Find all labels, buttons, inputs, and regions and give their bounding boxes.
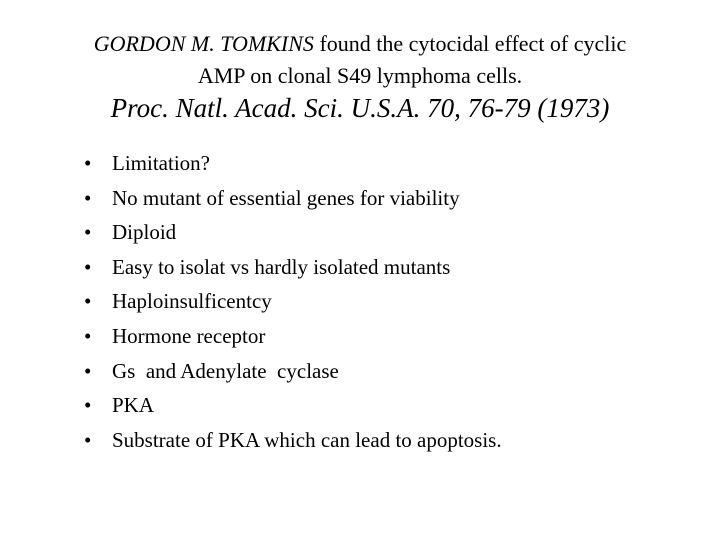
- bullet-item: [84, 319, 502, 354]
- bullet-text: PKA: [112, 393, 155, 418]
- header-line-2: AMP on clonal S49 lymphoma cells.: [197, 63, 523, 88]
- bullet-dot-icon: •: [84, 323, 92, 348]
- bullet-item: [84, 250, 502, 285]
- bullet-list: [84, 146, 502, 457]
- header-line-1-text: found the cytocidal effect of cyclic: [313, 31, 627, 56]
- bullet-text: Limitation?: [112, 151, 210, 175]
- header-line-1: [0, 28, 720, 60]
- journal-citation: Proc. Natl. Acad. Sci. U.S.A. 70, 76-79 (1973): [110, 93, 610, 123]
- bullet-dot-icon: •: [84, 427, 92, 452]
- bullet-dot-icon: •: [84, 254, 92, 279]
- bullet-dot-icon: •: [84, 289, 92, 314]
- bullet-text: Substrate of PKA which can lead to apoptosis.: [112, 427, 502, 452]
- bullet-dot-icon: •: [84, 185, 92, 210]
- bullet-dot-icon: •: [84, 151, 92, 175]
- bullet-item: [84, 354, 502, 389]
- bullet-item: [84, 146, 502, 181]
- bullet-text: Easy to isolat vs hardly isolated mutants: [112, 254, 451, 279]
- bullet-text: Haploinsulficentcy: [112, 289, 272, 314]
- bullet-dot-icon: •: [84, 220, 92, 245]
- bullet-dot-icon: •: [84, 358, 92, 383]
- bullet-item: [84, 215, 502, 250]
- bullet-item: [84, 181, 502, 216]
- slide-header: [0, 28, 720, 92]
- author-name: GORDON M. TOMKINS: [93, 31, 314, 56]
- bullet-text: Hormone receptor: [112, 323, 266, 348]
- bullet-text: Gs and Adenylate cyclase: [112, 358, 339, 383]
- bullet-text: No mutant of essential genes for viability: [112, 185, 460, 210]
- bullet-item: [84, 284, 502, 319]
- bullet-dot-icon: •: [84, 393, 92, 418]
- bullet-text: Diploid: [112, 220, 177, 245]
- bullet-item: [84, 423, 502, 458]
- bullet-item: [84, 388, 502, 423]
